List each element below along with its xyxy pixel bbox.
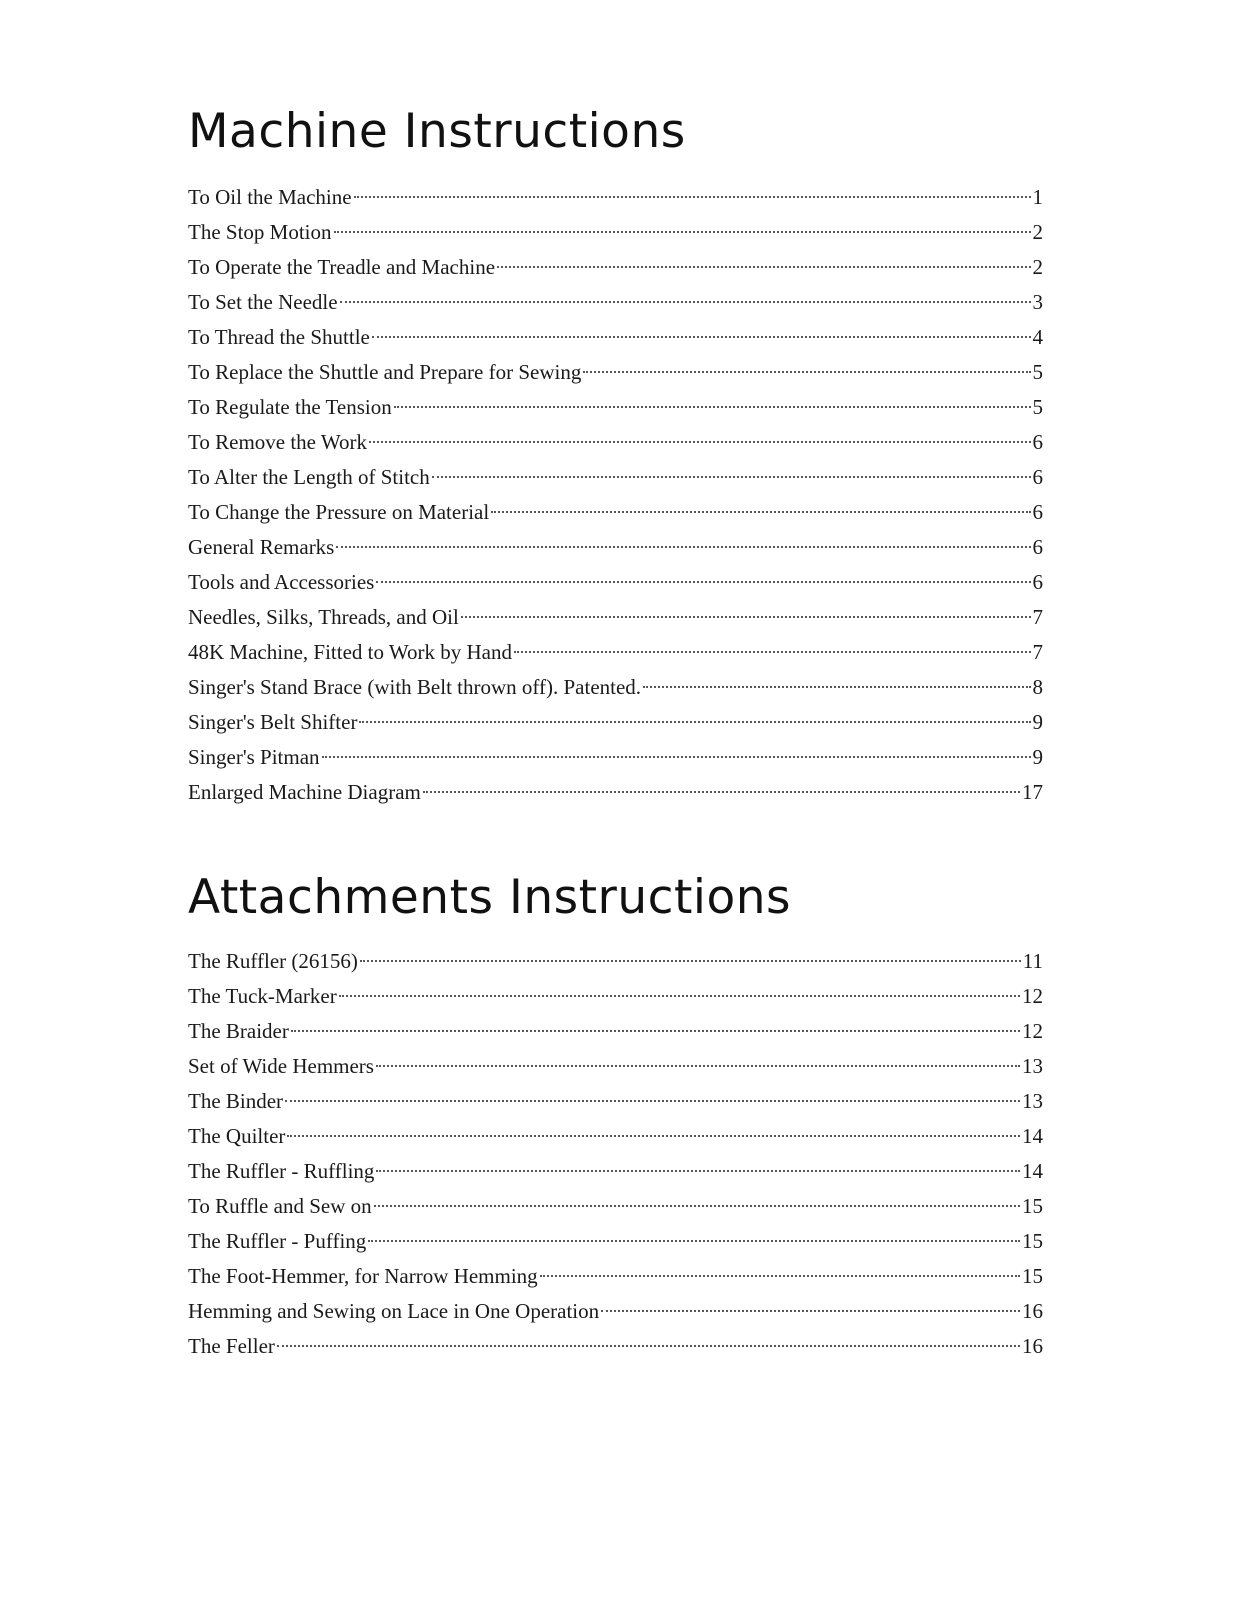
- toc-entry-page: 11: [1022, 949, 1043, 973]
- toc-entry-page: 6: [1032, 570, 1043, 594]
- toc-entry-label: Needles, Silks, Threads, and Oil: [188, 605, 459, 629]
- toc-entry[interactable]: [188, 670, 1043, 705]
- toc-entry[interactable]: [188, 979, 1043, 1014]
- toc-entry-label: To Set the Needle: [188, 290, 338, 314]
- toc-entry[interactable]: [188, 320, 1043, 355]
- dot-leader: [432, 476, 1031, 478]
- toc-entry[interactable]: [188, 775, 1043, 810]
- toc-entry-label: General Remarks: [188, 535, 335, 559]
- toc-entry-label: The Ruffler - Ruffling: [188, 1159, 375, 1183]
- toc-entry[interactable]: [188, 1224, 1043, 1259]
- toc-entry-page: 6: [1032, 465, 1043, 489]
- dot-leader: [336, 546, 1030, 548]
- attachments-instructions-section: [188, 862, 1043, 1364]
- dot-leader: [339, 995, 1020, 997]
- dot-leader: [334, 231, 1031, 233]
- toc-entry-label: The Ruffler - Puffing: [188, 1229, 367, 1253]
- dot-leader: [583, 371, 1030, 373]
- toc-entry-label: To Thread the Shuttle: [188, 325, 370, 349]
- toc-entry-page: 13: [1022, 1089, 1043, 1113]
- dot-leader: [291, 1030, 1020, 1032]
- toc-entry-page: 3: [1032, 290, 1043, 314]
- toc-entry-page: 12: [1022, 1019, 1043, 1043]
- toc-entry-page: 1: [1032, 185, 1043, 209]
- toc-entry-page: 16: [1022, 1334, 1043, 1358]
- toc-entry-page: 9: [1032, 745, 1043, 769]
- toc-entry[interactable]: [188, 565, 1043, 600]
- toc-entry-page: 15: [1022, 1229, 1043, 1253]
- dot-leader: [277, 1345, 1020, 1347]
- toc-entry[interactable]: [188, 390, 1043, 425]
- toc-entry-page: 5: [1032, 360, 1043, 384]
- toc-entry-label: To Regulate the Tension: [188, 395, 392, 419]
- dot-leader: [340, 301, 1031, 303]
- toc-entry-label: To Change the Pressure on Material: [188, 500, 490, 524]
- toc-entry-label: To Operate the Treadle and Machine: [188, 255, 496, 279]
- dot-leader: [394, 406, 1031, 408]
- toc-entry-label: Singer's Belt Shifter: [188, 710, 358, 734]
- toc-entry-label: Hemming and Sewing on Lace in One Operation: [188, 1299, 600, 1323]
- toc-entry[interactable]: [188, 285, 1043, 320]
- toc-entry[interactable]: [188, 425, 1043, 460]
- toc-entry-page: 2: [1032, 255, 1043, 279]
- toc-entry-label: Set of Wide Hemmers: [188, 1054, 374, 1078]
- toc-entry-label: The Foot-Hemmer, for Narrow Hemming: [188, 1264, 538, 1288]
- toc-entry[interactable]: [188, 1259, 1043, 1294]
- dot-leader: [360, 960, 1021, 962]
- toc-list: [188, 944, 1043, 1364]
- dot-leader: [540, 1275, 1020, 1277]
- dot-leader: [497, 266, 1030, 268]
- toc-entry-page: 2: [1032, 220, 1043, 244]
- toc-entry-label: To Remove the Work: [188, 430, 368, 454]
- toc-entry[interactable]: [188, 355, 1043, 390]
- toc-entry-page: 17: [1022, 780, 1043, 804]
- toc-entry-page: 6: [1032, 430, 1043, 454]
- toc-entry-page: 5: [1032, 395, 1043, 419]
- toc-entry-page: 15: [1022, 1264, 1043, 1288]
- dot-leader: [369, 441, 1030, 443]
- toc-entry-label: Singer's Pitman: [188, 745, 320, 769]
- toc-entry[interactable]: [188, 1329, 1043, 1364]
- machine-instructions-section: [188, 96, 1043, 810]
- dot-leader: [376, 1170, 1020, 1172]
- toc-entry[interactable]: [188, 1294, 1043, 1329]
- toc-entry-page: 9: [1032, 710, 1043, 734]
- toc-entry-page: 12: [1022, 984, 1043, 1008]
- toc-entry[interactable]: [188, 1014, 1043, 1049]
- dot-leader: [368, 1240, 1020, 1242]
- dot-leader: [376, 581, 1030, 583]
- toc-list: [188, 180, 1043, 810]
- toc-entry[interactable]: [188, 635, 1043, 670]
- dot-leader: [374, 1205, 1020, 1207]
- toc-entry[interactable]: [188, 740, 1043, 775]
- dot-leader: [491, 511, 1030, 513]
- toc-entry[interactable]: [188, 600, 1043, 635]
- toc-entry-label: The Stop Motion: [188, 220, 332, 244]
- toc-entry-label: Singer's Stand Brace (with Belt thrown off). Patented.: [188, 675, 642, 699]
- dot-leader: [461, 616, 1031, 618]
- toc-entry-page: 8: [1032, 675, 1043, 699]
- dot-leader: [354, 196, 1031, 198]
- toc-entry-page: 13: [1022, 1054, 1043, 1078]
- toc-entry[interactable]: [188, 180, 1043, 215]
- dot-leader: [372, 336, 1031, 338]
- toc-entry-page: 6: [1032, 500, 1043, 524]
- toc-entry[interactable]: [188, 705, 1043, 740]
- toc-entry-label: To Replace the Shuttle and Prepare for Sewing: [188, 360, 582, 384]
- toc-entry-page: 7: [1032, 640, 1043, 664]
- toc-entry-label: The Binder: [188, 1089, 284, 1113]
- toc-entry-label: To Alter the Length of Stitch: [188, 465, 430, 489]
- dot-leader: [376, 1065, 1020, 1067]
- toc-entry[interactable]: [188, 460, 1043, 495]
- dot-leader: [601, 1310, 1020, 1312]
- toc-entry-page: 14: [1022, 1124, 1043, 1148]
- toc-entry[interactable]: [188, 1084, 1043, 1119]
- toc-entry[interactable]: [188, 1154, 1043, 1189]
- toc-entry[interactable]: [188, 1189, 1043, 1224]
- toc-entry-label: 48K Machine, Fitted to Work by Hand: [188, 640, 512, 664]
- toc-entry[interactable]: [188, 944, 1043, 979]
- dot-leader: [359, 721, 1030, 723]
- toc-entry-label: Enlarged Machine Diagram: [188, 780, 421, 804]
- toc-entry-label: The Braider: [188, 1019, 289, 1043]
- toc-entry[interactable]: [188, 530, 1043, 565]
- toc-entry-label: The Ruffler (26156): [188, 949, 358, 973]
- toc-entry[interactable]: [188, 495, 1043, 530]
- toc-entry-page: 14: [1022, 1159, 1043, 1183]
- dot-leader: [643, 686, 1030, 688]
- toc-entry-page: 4: [1032, 325, 1043, 349]
- toc-entry-page: 7: [1032, 605, 1043, 629]
- toc-entry-label: To Oil the Machine: [188, 185, 352, 209]
- toc-entry-label: The Quilter: [188, 1124, 286, 1148]
- dot-leader: [423, 791, 1020, 793]
- toc-entry-page: 16: [1022, 1299, 1043, 1323]
- dot-leader: [285, 1100, 1020, 1102]
- toc-entry-label: The Tuck-Marker: [188, 984, 337, 1008]
- toc-entry-label: To Ruffle and Sew on: [188, 1194, 372, 1218]
- toc-entry[interactable]: [188, 250, 1043, 285]
- dot-leader: [287, 1135, 1020, 1137]
- section-title: Machine Instructions: [188, 104, 686, 159]
- dot-leader: [514, 651, 1031, 653]
- toc-entry[interactable]: [188, 1119, 1043, 1154]
- toc-entry[interactable]: [188, 215, 1043, 250]
- dot-leader: [322, 756, 1031, 758]
- toc-entry-page: 6: [1032, 535, 1043, 559]
- toc-entry-page: 15: [1022, 1194, 1043, 1218]
- toc-entry-label: Tools and Accessories: [188, 570, 375, 594]
- toc-entry[interactable]: [188, 1049, 1043, 1084]
- toc-entry-label: The Feller: [188, 1334, 275, 1358]
- section-title: Attachments Instructions: [188, 870, 791, 925]
